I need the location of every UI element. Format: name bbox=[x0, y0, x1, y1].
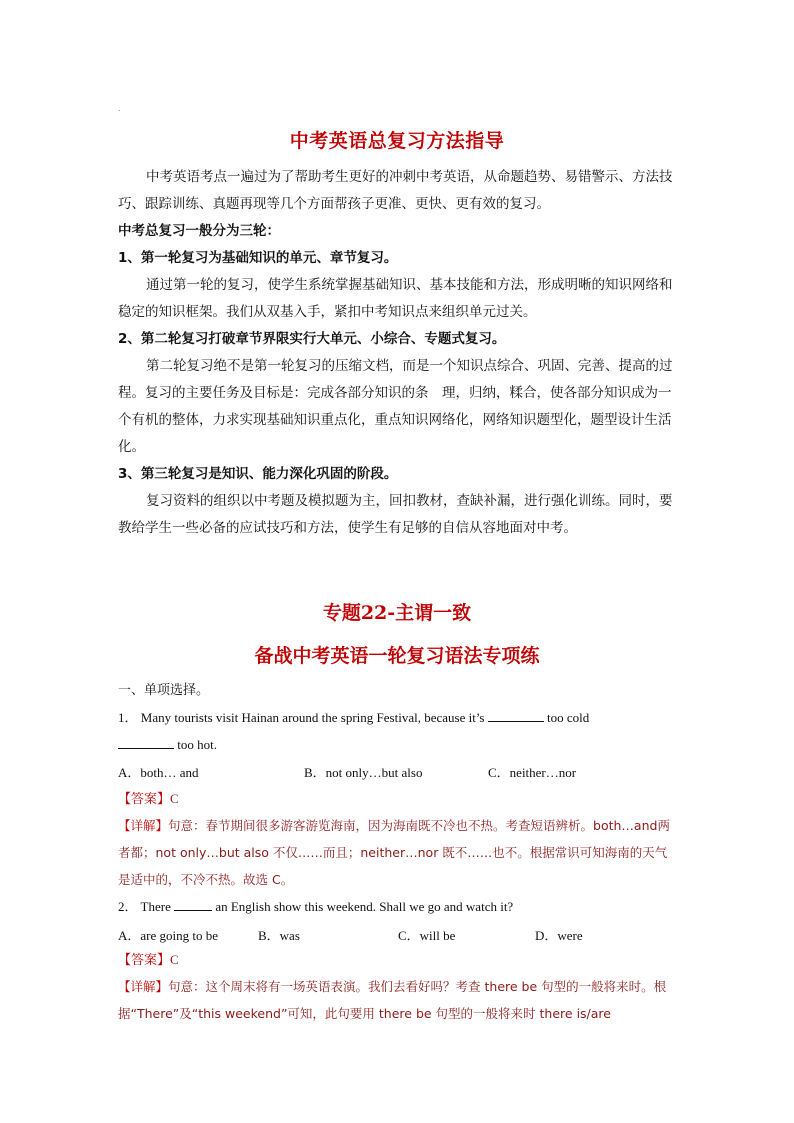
detail-label: 【详解】 bbox=[118, 818, 169, 833]
heading-round-3: 3、第三轮复习是知识、能力深化巩固的阶段。 bbox=[118, 466, 398, 482]
answer-line bbox=[118, 946, 678, 974]
question-number: 2． bbox=[118, 899, 138, 914]
page-marker: . bbox=[118, 104, 121, 113]
answer-blank bbox=[174, 898, 212, 911]
option-b: B．was bbox=[258, 928, 300, 943]
round-3-paragraph: 复习资料的组织以中考题及模拟题为主，回扣教材，查缺补漏，进行强化训练。同时，要教给学生一些必备的应试技巧和方法，使学生有足够的自信从容地面对中考。 bbox=[118, 493, 673, 536]
heading-three-rounds: 中考总复习一般分为三轮： bbox=[118, 223, 280, 239]
question-text: too cold bbox=[547, 710, 590, 725]
detail-text: 句意：这个周末将有一场英语表演。我们去看好吗？考查 there be 句型的一般将来时。根据“There”及“this weekend”可知，此句要用 there be 句型的一般将来时 there is/are bbox=[118, 979, 667, 1021]
option-d: D．were bbox=[535, 928, 583, 943]
question-1-stem bbox=[118, 704, 678, 731]
answer-value: C bbox=[170, 791, 179, 806]
heading-round-1: 1、第一轮复习为基础知识的单元、章节复习。 bbox=[118, 250, 398, 266]
option-b: B．not only…but also bbox=[304, 765, 423, 780]
round-1-paragraph: 通过第一轮的复习，使学生系统掌握基础知识、基本技能和方法，形成明晰的知识网络和稳定的知识框架。我们从双基入手，紧扣中考知识点来组织单元过关。 bbox=[118, 277, 673, 320]
detail-paragraph bbox=[118, 812, 678, 893]
question-text: There bbox=[140, 899, 171, 914]
intro-paragraph: 中考英语考点一遍过为了帮助考生更好的冲刺中考英语，从命题趋势、易错警示、方法技巧、跟踪训练、真题再现等几个方面帮孩子更准、更快、更有效的复习。 bbox=[118, 169, 673, 212]
option-a: A．both… and bbox=[118, 765, 199, 780]
question-number: 1． bbox=[118, 710, 138, 725]
answer-blank bbox=[488, 709, 544, 722]
topic-subtitle: 备战中考英语一轮复习语法专项练 bbox=[254, 645, 540, 667]
answer-label: 【答案】 bbox=[118, 792, 171, 807]
answer-blank bbox=[118, 736, 174, 749]
question-text: too hot. bbox=[177, 737, 217, 752]
option-c: C．neither…nor bbox=[488, 765, 577, 780]
answer-line bbox=[118, 785, 678, 813]
section-heading: 一、单项选择。 bbox=[118, 683, 210, 698]
question-2-stem bbox=[118, 893, 678, 920]
question-text: Many tourists visit Hainan around the spring Festival, because it’s bbox=[140, 710, 485, 725]
question-text: an English show this weekend. Shall we go and watch it? bbox=[215, 899, 514, 914]
detail-label: 【详解】 bbox=[118, 979, 169, 994]
answer-value: C bbox=[170, 952, 179, 967]
answer-label: 【答案】 bbox=[118, 953, 171, 968]
option-c: C．will be bbox=[398, 928, 456, 943]
guide-title: 中考英语总复习方法指导 bbox=[289, 130, 505, 152]
detail-paragraph bbox=[118, 973, 678, 1027]
round-2-paragraph: 第二轮复习绝不是第一轮复习的压缩文档，而是一个知识点综合、巩固、完善、提高的过程。复习的主要任务及目标是：完成各部分知识的条 理，归纳，糅合，使各部分知识成为一个有机的整体，力求实现基础知识重点化，重点知识网络化，网络知识题型化，题型设计生活化。 bbox=[118, 358, 673, 455]
option-a: A．are going to be bbox=[118, 928, 219, 943]
heading-round-2: 2、第二轮复习打破章节界限实行大单元、小综合、专题式复习。 bbox=[118, 331, 506, 347]
detail-text: 句意：春节期间很多游客游览海南，因为海南既不冷也不热。考查短语辨析。both…and两者都；not only…but also 不仅……而且；neither…nor 既不……也不。根据常识可知海南的天气是适中的，不冷不热。故选 C。 bbox=[118, 818, 670, 887]
question-1-stem-cont bbox=[118, 731, 678, 758]
topic-title: 专题22-主谓一致 bbox=[322, 602, 472, 624]
